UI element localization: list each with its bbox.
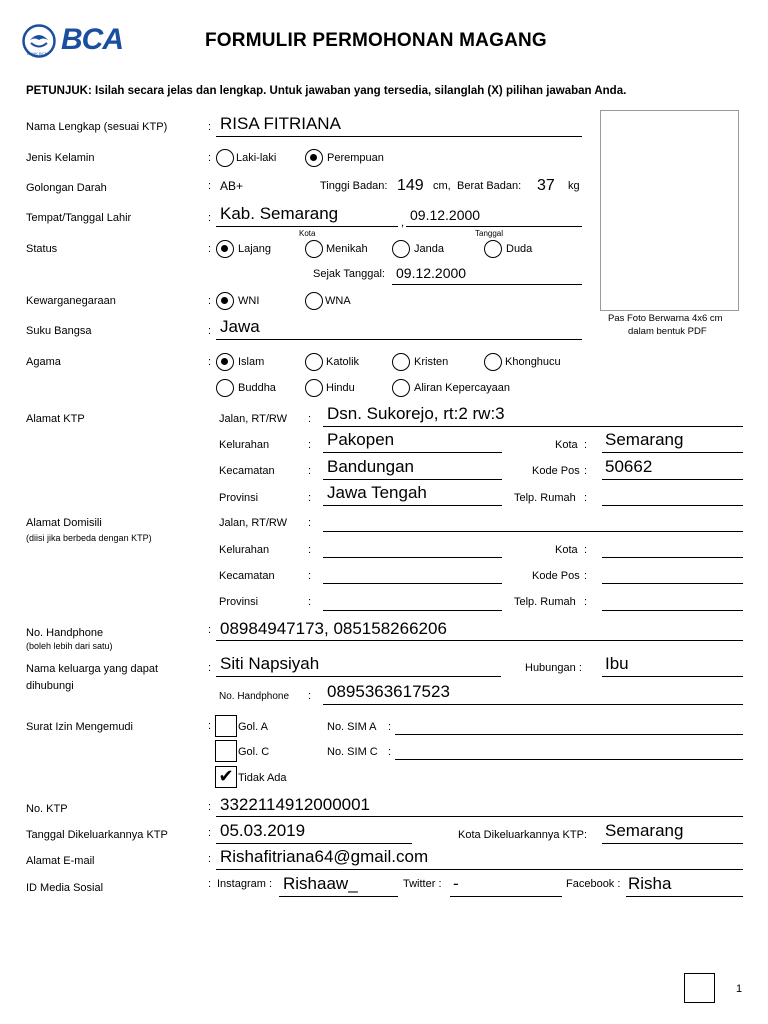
dom-kota-label: Kota bbox=[555, 544, 578, 556]
tinggi-label: Tinggi Badan: bbox=[320, 180, 388, 192]
no-sim-a-underline[interactable] bbox=[395, 734, 743, 735]
hp-underline bbox=[216, 640, 743, 641]
ktp-kota-underline bbox=[602, 452, 743, 453]
colon: : bbox=[208, 152, 212, 164]
instruction-text: PETUNJUK: Isilah secara jelas dan lengkap. Untuk jawaban yang tersedia, silanglah (X) pilihan jawaban Anda. bbox=[26, 85, 627, 97]
colon: : bbox=[208, 853, 212, 865]
jk-radio-perempuan[interactable] bbox=[305, 149, 323, 167]
ktp-no-underline bbox=[216, 816, 743, 817]
sim-label: Surat Izin Mengemudi bbox=[26, 721, 133, 733]
dom-kota-underline[interactable] bbox=[602, 557, 743, 558]
agama-radio-kristen[interactable] bbox=[392, 353, 410, 371]
bca-logo-small-text: BANK BCA bbox=[27, 51, 48, 56]
sim-gol-a-label: Gol. A bbox=[238, 721, 268, 733]
status-option-menikah: Menikah bbox=[326, 243, 368, 255]
ktp-tgl-underline bbox=[216, 843, 412, 844]
goldar-value[interactable]: AB+ bbox=[220, 179, 244, 193]
ktp-kelurahan-label: Kelurahan bbox=[219, 439, 270, 451]
ktp-no-value[interactable]: 3322114912000001 bbox=[220, 795, 371, 814]
colon: : bbox=[308, 465, 312, 477]
photo-caption-1: Pas Foto Berwarna 4x6 cm bbox=[608, 313, 723, 324]
medsos-label: ID Media Sosial bbox=[26, 882, 104, 894]
ktp-kota-value[interactable]: Semarang bbox=[605, 430, 684, 449]
agama-option-buddha: Buddha bbox=[238, 382, 276, 394]
colon: : bbox=[584, 570, 588, 582]
keluarga-hp-label: No. Handphone bbox=[219, 691, 290, 702]
colon: : bbox=[584, 439, 588, 451]
colon: : bbox=[208, 180, 212, 192]
colon: : bbox=[388, 721, 392, 733]
facebook-label: Facebook : bbox=[566, 878, 621, 890]
agama-radio-hindu[interactable] bbox=[305, 379, 323, 397]
agama-radio-islam[interactable] bbox=[216, 353, 234, 371]
colon: : bbox=[308, 544, 312, 556]
ktp-jalan-value[interactable]: Dsn. Sukorejo, rt:2 rw:3 bbox=[327, 404, 505, 423]
alamat-ktp-label: Alamat KTP bbox=[26, 413, 85, 425]
status-label: Status bbox=[26, 243, 58, 255]
agama-option-khonghucu: Khonghucu bbox=[505, 356, 561, 368]
twitter-underline bbox=[450, 896, 562, 897]
alamat-dom-note: (diisi jika berbeda dengan KTP) bbox=[26, 533, 152, 543]
colon: : bbox=[308, 413, 312, 425]
no-sim-c-underline[interactable] bbox=[395, 759, 743, 760]
agama-option-islam: Islam bbox=[238, 356, 265, 368]
nama-value[interactable]: RISA FITRIANA bbox=[220, 114, 341, 133]
wn-label: Kewarganegaraan bbox=[26, 295, 116, 307]
tinggi-value[interactable]: 149 bbox=[397, 177, 424, 194]
jk-option-laki: Laki-laki bbox=[236, 152, 277, 164]
sejak-label: Sejak Tanggal: bbox=[313, 268, 385, 280]
keluarga-hp-value[interactable]: 0895363617523 bbox=[327, 682, 450, 701]
nama-underline bbox=[216, 136, 582, 137]
agama-radio-aliran[interactable] bbox=[392, 379, 410, 397]
colon: : bbox=[208, 295, 212, 307]
status-radio-duda[interactable] bbox=[484, 240, 502, 258]
email-underline bbox=[216, 869, 743, 870]
ktp-kelurahan-underline bbox=[323, 452, 502, 453]
dom-kecamatan-underline[interactable] bbox=[323, 583, 502, 584]
colon: : bbox=[308, 596, 312, 608]
hp-note: (boleh lebih dari satu) bbox=[26, 641, 113, 651]
facebook-value[interactable]: Risha bbox=[628, 874, 672, 893]
colon: : bbox=[584, 465, 588, 477]
colon: : bbox=[208, 827, 212, 839]
agama-option-aliran: Aliran Kepercayaan bbox=[414, 382, 511, 394]
dom-kelurahan-label: Kelurahan bbox=[219, 544, 270, 556]
instagram-label: Instagram : bbox=[217, 878, 273, 890]
dom-jalan-label: Jalan, RT/RW bbox=[219, 517, 288, 529]
colon: : bbox=[208, 212, 212, 224]
wn-option-wni: WNI bbox=[238, 295, 260, 307]
agama-radio-katolik[interactable] bbox=[305, 353, 323, 371]
ktp-kota-label: Kota bbox=[555, 439, 578, 451]
no-sim-a-label: No. SIM A bbox=[327, 721, 377, 733]
berat-value[interactable]: 37 bbox=[537, 177, 555, 194]
colon: : bbox=[208, 325, 212, 337]
ktp-kodepos-underline bbox=[602, 479, 743, 480]
dom-kecamatan-label: Kecamatan bbox=[219, 570, 275, 582]
colon: : bbox=[208, 624, 212, 636]
sim-checkbox-gol-a[interactable] bbox=[215, 715, 237, 737]
sejak-value[interactable]: 09.12.2000 bbox=[396, 265, 467, 281]
hp-label: No. Handphone bbox=[26, 627, 104, 639]
colon: : bbox=[308, 517, 312, 529]
keluarga-hp-underline bbox=[323, 704, 743, 705]
agama-radio-buddha[interactable] bbox=[216, 379, 234, 397]
photo-box[interactable] bbox=[600, 110, 739, 311]
ktp-provinsi-label: Provinsi bbox=[219, 492, 259, 504]
ktp-jalan-label: Jalan, RT/RW bbox=[219, 413, 288, 425]
ktp-kota-value[interactable]: Semarang bbox=[605, 821, 684, 840]
twitter-label: Twitter : bbox=[403, 878, 442, 890]
ttl-kota-underline bbox=[216, 226, 398, 227]
ktp-kecamatan-label: Kecamatan bbox=[219, 465, 275, 477]
ttl-label: Tempat/Tanggal Lahir bbox=[26, 212, 132, 224]
ttl-tanggal-underline bbox=[406, 226, 582, 227]
agama-label: Agama bbox=[26, 356, 61, 368]
twitter-value[interactable]: - bbox=[453, 874, 459, 893]
keluarga-label-2: dihubungi bbox=[26, 680, 74, 692]
colon: : bbox=[208, 878, 212, 890]
colon: : bbox=[208, 801, 212, 813]
ktp-telp-underline bbox=[602, 505, 743, 506]
colon: : bbox=[208, 243, 212, 255]
keluarga-underline bbox=[216, 676, 501, 677]
status-option-duda: Duda bbox=[506, 243, 533, 255]
goldar-label: Golongan Darah bbox=[26, 182, 107, 194]
dom-telp-label: Telp. Rumah bbox=[514, 596, 576, 608]
colon: : bbox=[208, 356, 212, 368]
keluarga-value[interactable]: Siti Napsiyah bbox=[220, 654, 320, 673]
dom-telp-underline[interactable] bbox=[602, 610, 743, 611]
berat-unit: kg bbox=[568, 180, 580, 192]
alamat-dom-label: Alamat Domisili bbox=[26, 517, 102, 529]
agama-radio-khonghucu[interactable] bbox=[484, 353, 502, 371]
dom-kelurahan-underline[interactable] bbox=[323, 557, 502, 558]
ttl-kota-caption: Kota bbox=[299, 229, 316, 238]
ktp-tgl-label: Tanggal Dikeluarkannya KTP bbox=[26, 829, 168, 841]
wn-radio-wni[interactable] bbox=[216, 292, 234, 310]
colon: : bbox=[584, 544, 588, 556]
colon: : bbox=[308, 492, 312, 504]
ktp-kota-label: Kota Dikeluarkannya KTP: bbox=[458, 829, 588, 841]
ktp-tgl-value[interactable]: 05.03.2019 bbox=[220, 821, 306, 840]
ktp-provinsi-underline bbox=[323, 505, 502, 506]
suku-underline bbox=[216, 339, 582, 340]
agama-option-hindu: Hindu bbox=[326, 382, 355, 394]
hubungan-value[interactable]: Ibu bbox=[605, 654, 629, 673]
wn-option-wna: WNA bbox=[325, 295, 351, 307]
dom-kodepos-label: Kode Pos bbox=[532, 570, 580, 582]
tinggi-unit: cm, bbox=[433, 180, 451, 192]
ktp-kodepos-label: Kode Pos bbox=[532, 465, 580, 477]
agama-option-katolik: Katolik bbox=[326, 356, 360, 368]
instagram-underline bbox=[279, 896, 398, 897]
ktp-kecamatan-underline bbox=[323, 479, 502, 480]
instagram-value[interactable]: Rishaaw_ bbox=[283, 874, 358, 893]
jk-option-perempuan: Perempuan bbox=[327, 152, 384, 164]
colon: : bbox=[388, 746, 392, 758]
ktp-telp-label: Telp. Rumah bbox=[514, 492, 576, 504]
ttl-comma: , bbox=[401, 217, 405, 229]
page-title: FORMULIR PERMOHONAN MAGANG bbox=[205, 30, 547, 51]
status-radio-lajang[interactable] bbox=[216, 240, 234, 258]
suku-value[interactable]: Jawa bbox=[220, 317, 260, 336]
wn-radio-wna[interactable] bbox=[305, 292, 323, 310]
email-label: Alamat E-mail bbox=[26, 855, 95, 867]
status-option-janda: Janda bbox=[414, 243, 444, 255]
berat-label: Berat Badan: bbox=[457, 180, 522, 192]
hubungan-underline bbox=[602, 676, 743, 677]
colon: : bbox=[584, 596, 588, 608]
jk-label: Jenis Kelamin bbox=[26, 152, 95, 164]
hubungan-label: Hubungan : bbox=[525, 662, 582, 674]
ktp-kodepos-value[interactable]: 50662 bbox=[605, 457, 653, 476]
ktp-provinsi-value[interactable]: Jawa Tengah bbox=[327, 483, 427, 502]
status-radio-menikah[interactable] bbox=[305, 240, 323, 258]
dom-provinsi-underline[interactable] bbox=[323, 610, 502, 611]
dom-provinsi-label: Provinsi bbox=[219, 596, 259, 608]
status-option-lajang: Lajang bbox=[238, 243, 272, 255]
dom-kodepos-underline[interactable] bbox=[602, 583, 743, 584]
ttl-tanggal-value[interactable]: 09.12.2000 bbox=[410, 207, 481, 223]
hp-value[interactable]: 08984947173, 085158266206 bbox=[220, 619, 447, 638]
nama-label: Nama Lengkap (sesuai KTP) bbox=[26, 121, 168, 133]
ktp-kelurahan-value[interactable]: Pakopen bbox=[327, 430, 395, 449]
no-sim-c-label: No. SIM C bbox=[327, 746, 378, 758]
sim-gol-c-label: Gol. C bbox=[238, 746, 270, 758]
page-number: 1 bbox=[736, 983, 743, 995]
keluarga-label-1: Nama keluarga yang dapat bbox=[26, 663, 159, 675]
colon: : bbox=[308, 690, 312, 702]
colon: : bbox=[208, 720, 212, 732]
ktp-kecamatan-value[interactable]: Bandungan bbox=[327, 457, 414, 476]
facebook-underline bbox=[626, 896, 743, 897]
suku-label: Suku Bangsa bbox=[26, 325, 92, 337]
email-value[interactable]: Rishafitriana64@gmail.com bbox=[220, 847, 429, 866]
colon: : bbox=[208, 662, 212, 674]
bca-logo-text: BCA bbox=[61, 23, 123, 56]
colon: : bbox=[208, 121, 212, 133]
colon: : bbox=[308, 570, 312, 582]
bca-logo bbox=[22, 24, 137, 58]
agama-option-kristen: Kristen bbox=[414, 356, 449, 368]
ttl-kota-value[interactable]: Kab. Semarang bbox=[220, 204, 339, 223]
sim-tidak-ada-label: Tidak Ada bbox=[238, 772, 287, 784]
status-radio-janda[interactable] bbox=[392, 240, 410, 258]
ttl-tanggal-caption: Tanggal bbox=[475, 229, 504, 238]
ktp-no-label: No. KTP bbox=[26, 803, 68, 815]
page-stamp-box bbox=[684, 973, 715, 1003]
colon: : bbox=[308, 439, 312, 451]
ktp-kota-underline bbox=[602, 843, 743, 844]
jk-radio-laki[interactable] bbox=[216, 149, 234, 167]
sim-checkbox-gol-c[interactable] bbox=[215, 740, 237, 762]
sejak-underline bbox=[392, 284, 582, 285]
photo-caption-2: dalam bentuk PDF bbox=[628, 326, 707, 337]
ktp-jalan-underline bbox=[323, 426, 743, 427]
dom-jalan-underline[interactable] bbox=[323, 531, 743, 532]
sim-checkbox-tidak-ada[interactable]: ✔ bbox=[215, 766, 237, 788]
colon: : bbox=[584, 492, 588, 504]
